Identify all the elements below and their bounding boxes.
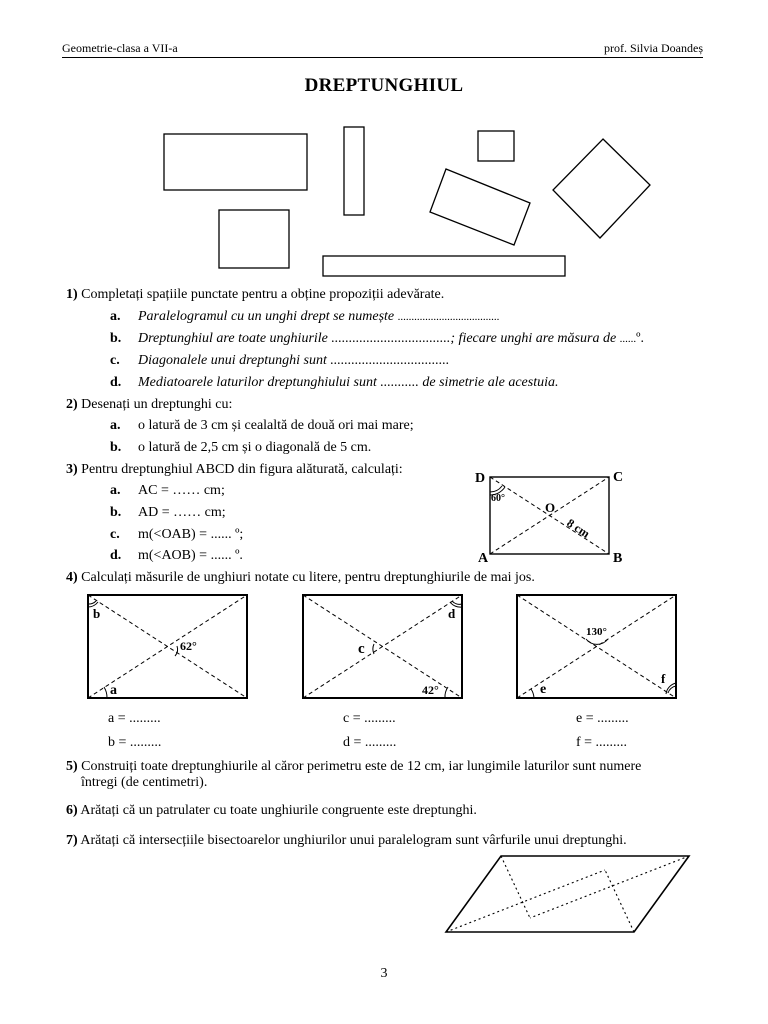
exercise-5-line-1: 5) Construiți toate dreptunghiurile al căror perimetru este de 12 cm, iar lungimile laturilor sunt numere: [66, 759, 642, 774]
exercise-1-item-a: a. Paralelogramul cu un unghi drept se numește .....................................: [110, 309, 500, 324]
exercise-7: 7) Arătați că intersecțiile bisectoarelor unghiurilor unui paralelogram sunt vârfurile unui dreptunghi.: [66, 833, 627, 848]
angle-label: 60°: [491, 493, 505, 504]
exercise-3-item-b: b. AD = …… cm;: [110, 505, 226, 520]
exercise-6: 6) Arătați că un patrulater cu toate unghiurile congruente este dreptunghi.: [66, 803, 477, 818]
answer-e: e = .........: [576, 711, 629, 726]
header-left: Geometrie-clasa a VII-a: [62, 41, 178, 55]
exercise-1-text: Completați spațiile punctate pentru a obține propoziții adevărate.: [81, 287, 445, 302]
exercise-3-prompt: 3) Pentru dreptunghiul ABCD din figura alăturată, calculați:: [66, 462, 403, 477]
label-e: e: [540, 682, 547, 697]
exercise-1-item-b: b. Dreptunghiul are toate unghiurile ..................................; fiecare unghi are măsura de ......º.: [110, 331, 644, 346]
exercise-4-figure-3: [516, 594, 678, 700]
parallelogram-figure: [445, 852, 695, 937]
answer-c: c = .........: [343, 711, 396, 726]
label-d: d: [448, 606, 456, 621]
page-number: 3: [380, 966, 388, 981]
center-o: O: [545, 500, 556, 515]
exercise-3-item-a: a. AC = …… cm;: [110, 483, 225, 498]
exercise-5-line-2: întregi (de centimetri).: [81, 775, 208, 790]
exercise-2-item-b: b. o latură de 2,5 cm și o diagonală de 5 cm.: [110, 440, 372, 455]
vertex-c: C: [613, 470, 624, 485]
page-title: DREPTUNGHIUL: [304, 75, 464, 96]
rectangle-3: [478, 131, 514, 161]
vertex-b: B: [613, 551, 623, 566]
exercise-4-figure-2: [302, 594, 464, 700]
exercise-1-item-d: d. Mediatoarele laturilor dreptunghiului sunt ........... de simetrie ale acestuia.: [110, 375, 559, 390]
rectangle-abcd-figure: [470, 465, 630, 570]
answer-f: f = .........: [576, 735, 628, 750]
exercise-3-item-d: d. m(<AOB) = ...... º.: [110, 548, 243, 563]
label-a: a: [110, 683, 117, 698]
rectangle-4: [219, 210, 289, 268]
rectangle-2: [344, 127, 364, 215]
label-c: c: [358, 641, 365, 657]
label-f: f: [661, 671, 666, 686]
exercise-4-figure-1: [87, 594, 249, 700]
rectangles-figure: [0, 0, 768, 290]
exercise-4-prompt: 4) Calculați măsurile de unghiuri notate cu litere, pentru dreptunghiurile de mai jos.: [66, 570, 535, 585]
label-62: 62°: [180, 639, 197, 653]
rectangle-5: [323, 256, 565, 276]
answer-a: a = .........: [108, 711, 161, 726]
exercise-1-prompt: [66, 287, 444, 303]
rectangle-6-rotated: [430, 169, 530, 245]
label-b: b: [93, 606, 101, 621]
rectangle-7-rotated: [553, 139, 650, 238]
exercise-1-number: 1): [66, 287, 78, 302]
exercise-2-item-a: a. o latură de 3 cm și cealaltă de două ori mai mare;: [110, 418, 414, 433]
vertex-d: D: [475, 471, 486, 486]
vertex-a: A: [478, 551, 489, 566]
exercise-3-item-c: c. m(<OAB) = ...... º;: [110, 527, 244, 542]
answer-d: d = .........: [343, 735, 397, 750]
header-right: prof. Silvia Doandeș: [604, 41, 703, 55]
length-label: 8 cm: [564, 515, 593, 541]
answer-b: b = .........: [108, 735, 162, 750]
label-130: 130°: [586, 626, 607, 638]
label-42: 42°: [422, 683, 439, 697]
rectangle-1: [164, 134, 307, 190]
exercise-1-item-c: c. Diagonalele unui dreptunghi sunt ..................................: [110, 353, 450, 368]
exercise-2-prompt: 2) Desenați un dreptunghi cu:: [66, 397, 233, 412]
